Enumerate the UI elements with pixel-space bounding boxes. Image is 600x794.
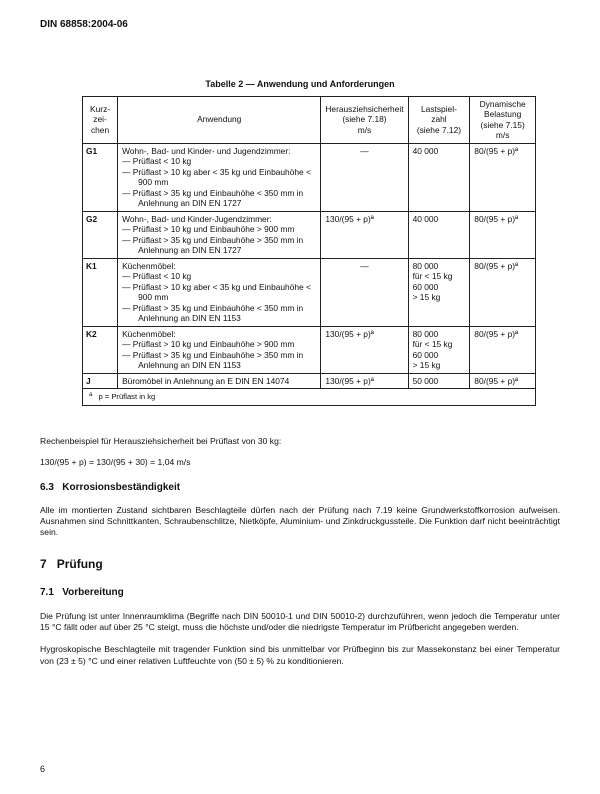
- footnote-mark: a: [89, 392, 93, 399]
- table-footnote: [83, 389, 536, 405]
- table-footnote-row: [83, 389, 536, 405]
- row-application: Wohn-, Bad- und Kinder-Jugendzimmer: — Prüflast > 10 kg und Einbauhöhe > 900 mm — Prüflast > 35 kg und Einbauhöhe > 350 mm in Anlehnung an DIN EN 1727: [118, 211, 321, 258]
- row-cycles: 50 000: [408, 373, 470, 389]
- row-dynamic: 80/(95 + p)ª: [470, 211, 536, 258]
- document-id: DIN 68858:2004-06: [40, 19, 128, 30]
- table-caption: Tabelle 2 — Anwendung und Anforderungen: [205, 79, 395, 89]
- section-7-1-paragraph: Hygroskopische Beschlagteile mit tragender Funktion sind bis unmittelbar vor Prüfbeginn bis zur Massekonstanz bei einer Temperatur von (23 ± 5) °C und einer relativen Luftfeuchte von (50 ± 5) % zu konditionieren.: [40, 644, 560, 666]
- row-code: K1: [83, 258, 118, 326]
- section-6-3-heading: [40, 481, 560, 494]
- section-number: 7.1: [40, 587, 54, 599]
- header-code: Kurz- zei- chen: [83, 96, 118, 143]
- header-application: Anwendung: [118, 96, 321, 143]
- row-pullout: 130/(95 + p)ª: [321, 211, 408, 258]
- row-code: K2: [83, 326, 118, 373]
- row-code: G1: [83, 143, 118, 211]
- section-title: Vorbereitung: [62, 587, 124, 599]
- row-pullout: —: [321, 143, 408, 211]
- table-row: [83, 258, 536, 326]
- footnote-text: p = Prüflast in kg: [98, 392, 156, 402]
- row-application: Wohn-, Bad- und Kinder- und Jugendzimmer: — Prüflast < 10 kg — Prüflast > 10 kg aber < 35 kg und Einbauhöhe < 900 mm — Prüflast > 35 kg und Einbauhöhe < 350 mm in Anlehnung an DIN EN 1727: [118, 143, 321, 211]
- requirements-table: [82, 96, 536, 406]
- row-cycles: 80 000 für < 15 kg 60 000 > 15 kg: [408, 258, 470, 326]
- example-intro: Rechenbeispiel für Herausziehsicherheit bei Prüflast von 30 kg:: [40, 435, 282, 446]
- row-pullout: —: [321, 258, 408, 326]
- row-code: J: [83, 373, 118, 389]
- table-header-row: [83, 96, 536, 143]
- row-cycles: 40 000: [408, 143, 470, 211]
- section-7-1-paragraph: Die Prüfung ist unter Innenraumklima (Begriffe nach DIN 50010-1 und DIN 50010-2) durchzuführen, wenn jedoch die Temperatur unter 15 °C fällt oder auf über 25 °C steigt, muss die höchste und/oder die niedrigste Temperatur im Prüfbericht angegeben werden.: [40, 611, 560, 633]
- section-title: Prüfung: [56, 556, 103, 571]
- section-7-heading: [40, 557, 560, 573]
- row-cycles: 80 000 für < 15 kg 60 000 > 15 kg: [408, 326, 470, 373]
- section-7-1-heading: [40, 586, 560, 599]
- row-code: G2: [83, 211, 118, 258]
- row-application: Küchenmöbel: — Prüflast > 10 kg und Einbauhöhe > 900 mm — Prüflast > 35 kg und Einbauhöhe > 350 mm in Anlehnung an DIN EN 1153: [118, 326, 321, 373]
- row-pullout: 130/(95 + p)ª: [321, 373, 408, 389]
- section-number: 7: [40, 556, 47, 571]
- table-row: [83, 373, 536, 389]
- row-pullout: 130/(95 + p)ª: [321, 326, 408, 373]
- section-6-3-text: Alle im montierten Zustand sichtbaren Beschlagteile dürfen nach der Prüfung nach 7.19 keine Grundwerkstoffkorrosion aufweisen. Ausnahmen sind Schnittkanten, Schraubenschlitze, Nietköpfe, Aluminium- und Zinkdruckgussteile. Die Funktion darf nicht beeinträchtigt sein.: [40, 505, 560, 538]
- row-dynamic: 80/(95 + p)ª: [470, 373, 536, 389]
- row-application: Küchenmöbel: — Prüflast < 10 kg — Prüflast > 10 kg aber < 35 kg und Einbauhöhe < 900 mm — Prüflast > 35 kg und Einbauhöhe < 350 mm in Anlehnung an DIN EN 1153: [118, 258, 321, 326]
- row-cycles: 40 000: [408, 211, 470, 258]
- section-title: Korrosionsbeständigkeit: [62, 482, 181, 494]
- table-row: [83, 143, 536, 211]
- row-dynamic: 80/(95 + p)ª: [470, 143, 536, 211]
- table-row: [83, 211, 536, 258]
- section-number: 6.3: [40, 482, 54, 494]
- table-row: [83, 326, 536, 373]
- row-application: Büromöbel in Anlehnung an E DIN EN 14074: [118, 373, 321, 389]
- header-dynamic: Dynamische Belastung (siehe 7.15) m/s: [470, 96, 536, 143]
- row-dynamic: 80/(95 + p)ª: [470, 258, 536, 326]
- example-formula: 130/(95 + p) = 130/(95 + 30) = 1,04 m/s: [40, 456, 191, 467]
- header-pullout: Herausziehsicherheit (siehe 7.18) m/s: [321, 96, 408, 143]
- page-number: 6: [40, 764, 46, 774]
- header-cycles: Lastspiel- zahl (siehe 7.12): [408, 96, 470, 143]
- row-dynamic: 80/(95 + p)ª: [470, 326, 536, 373]
